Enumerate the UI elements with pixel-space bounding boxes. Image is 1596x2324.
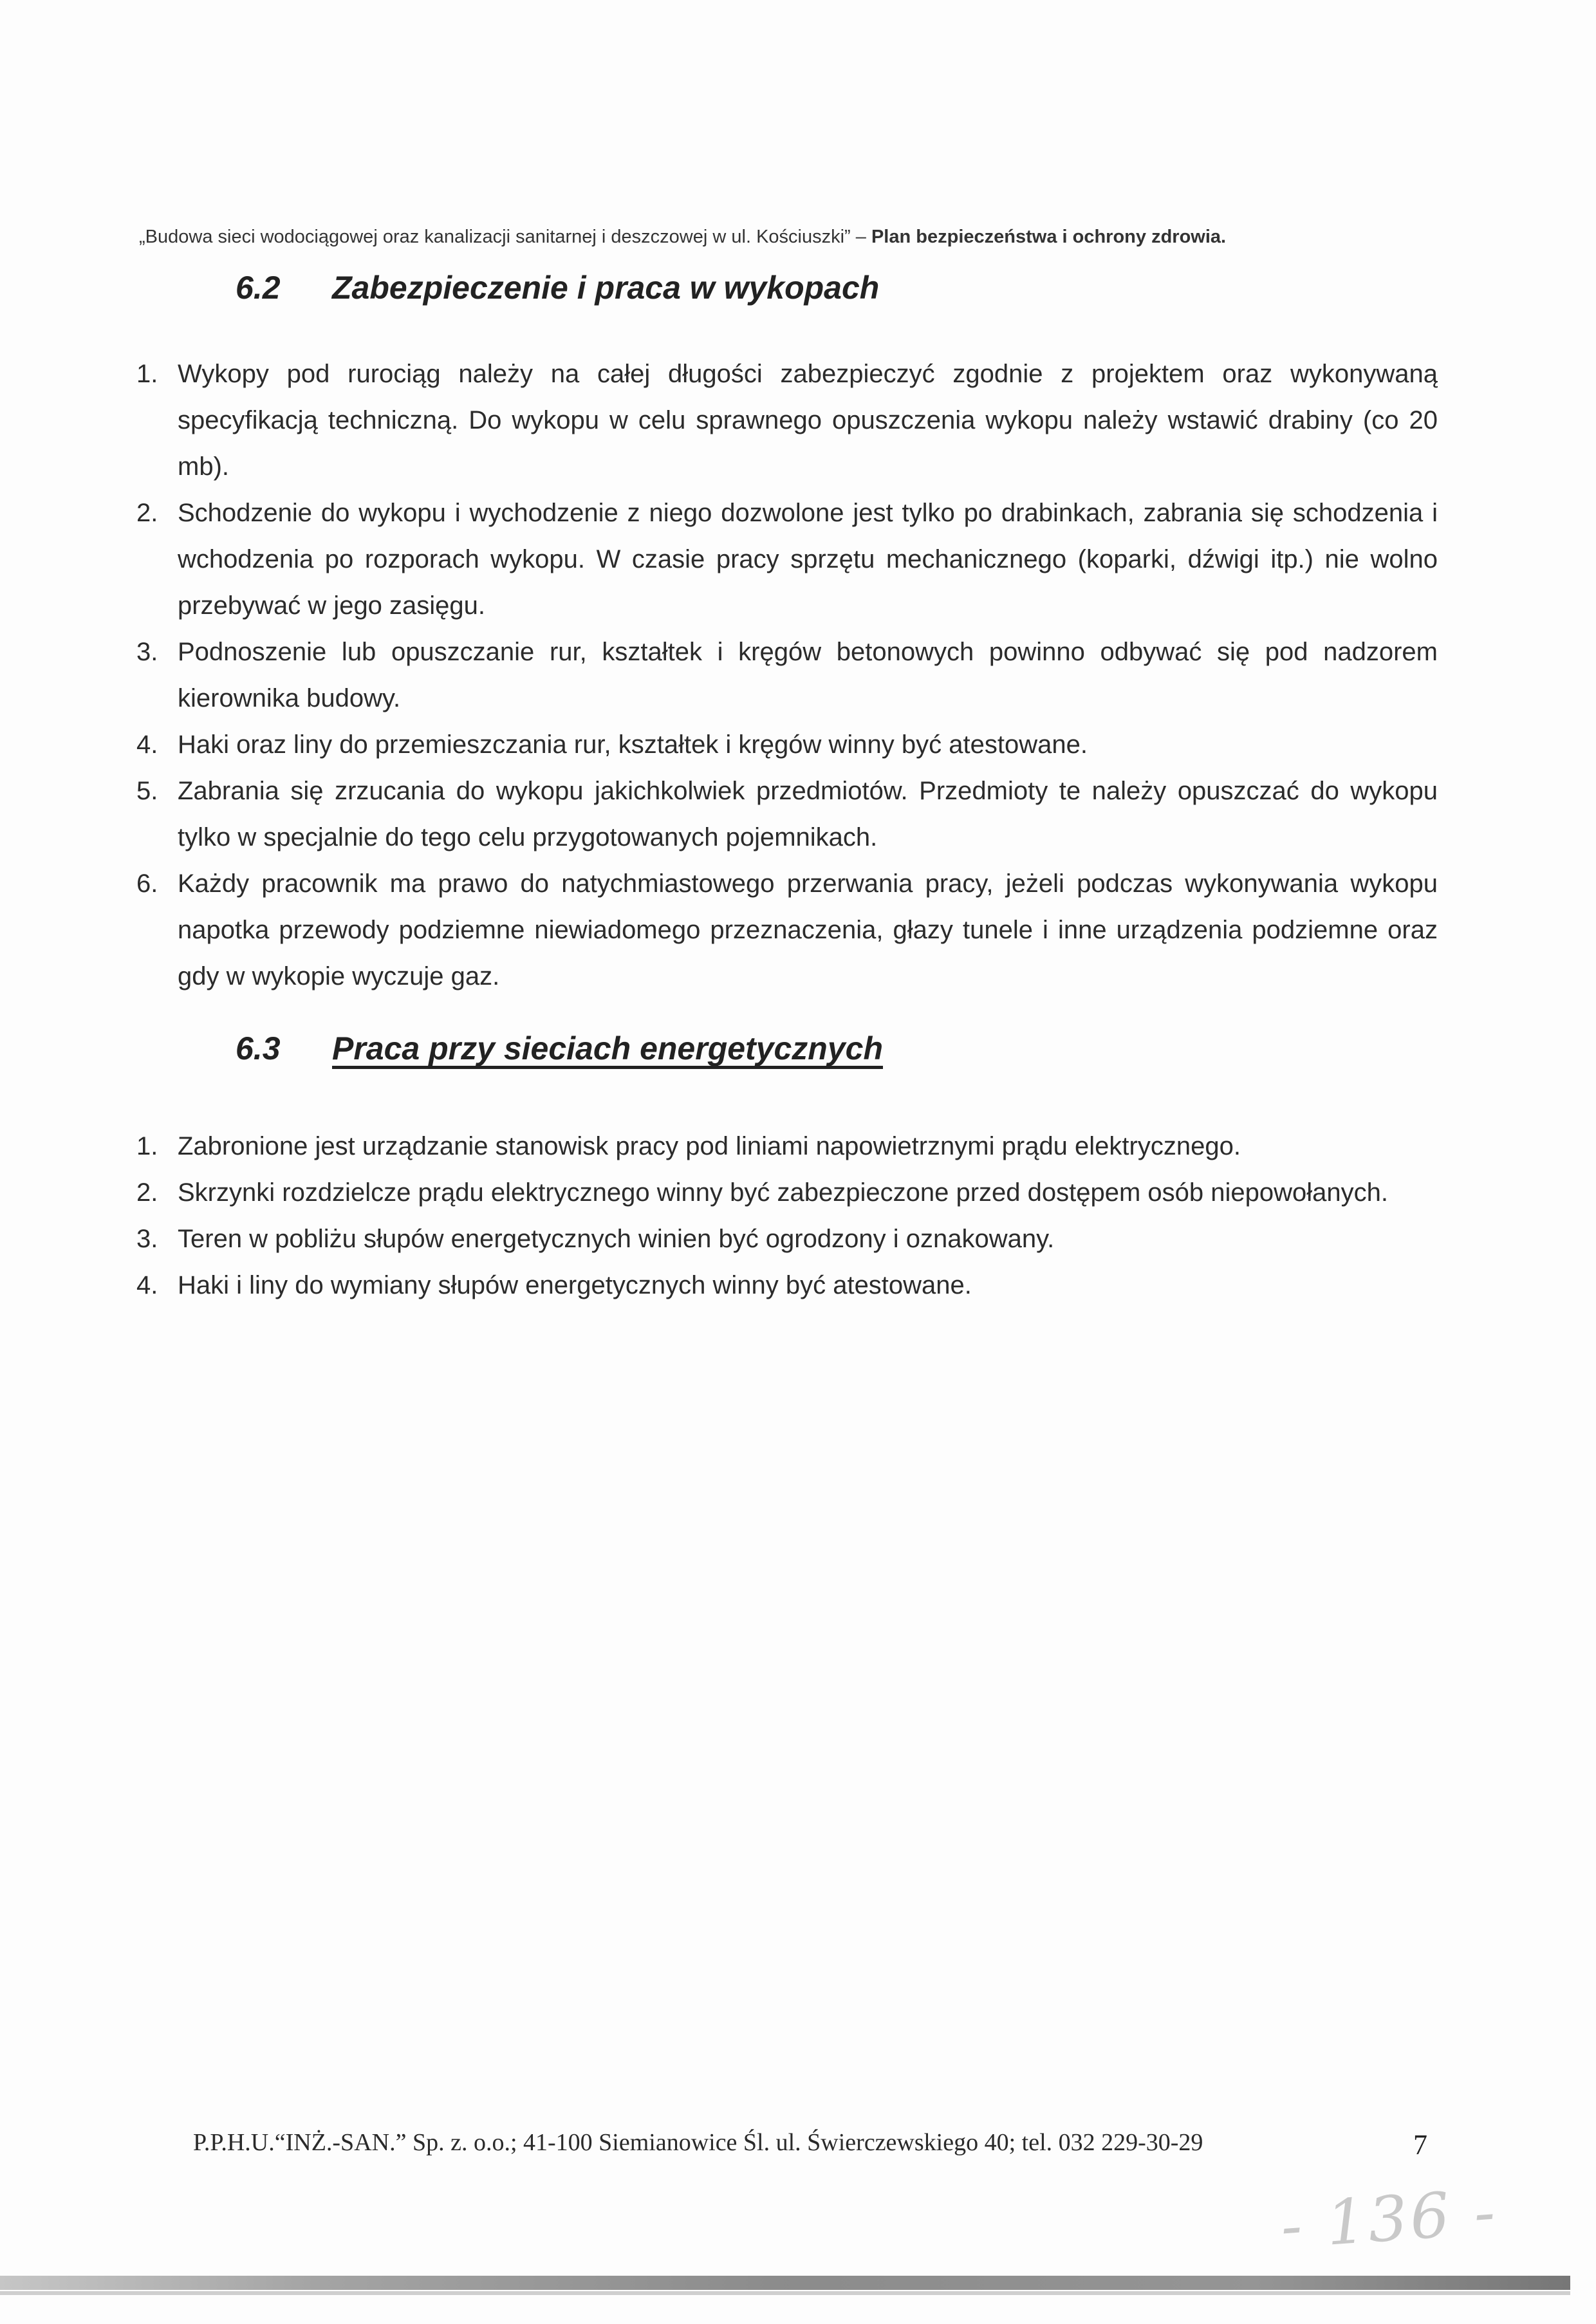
list-item-number: 2. — [136, 1178, 158, 1207]
list-item-text: Podnoszenie lub opuszczanie rur, kształtek i kręgów betonowych powinno odbywać się pod nadzorem kierownika budowy. — [178, 638, 1438, 712]
list-item — [0, 1216, 1596, 1262]
list-item-text: Wykopy pod rurociąg należy na całej długości zabezpieczyć zgodnie z projektem oraz wykonywaną specyfikacją techniczną. Do wykopu w celu sprawnego opuszczenia wykopu należy wstawić drabiny (co 20 mb). — [178, 360, 1438, 481]
list-item-text: Skrzynki rozdzielcze prądu elektrycznego winny być zabezpieczone przed dostępem osób niepowołanych. — [178, 1178, 1389, 1207]
list-item-number: 2. — [136, 499, 158, 527]
list-item-text: Haki i liny do wymiany słupów energetycznych winny być atestowane. — [178, 1271, 972, 1299]
section-6-2-list — [0, 351, 1596, 999]
list-item — [0, 768, 1596, 860]
list-item-text: Zabrania się zrzucania do wykopu jakichkolwiek przedmiotów. Przedmioty te należy opuszczać do wykopu tylko w specjalnie do tego celu przygotowanych pojemnikach. — [178, 777, 1438, 851]
list-item-text: Zabronione jest urządzanie stanowisk pracy pod liniami napowietrznymi prądu elektrycznego. — [178, 1132, 1241, 1160]
list-item — [0, 1123, 1596, 1169]
section-number: 6.2 — [236, 270, 281, 306]
list-item-text: Haki oraz liny do przemieszczania rur, kształtek i kręgów winny być atestowane. — [178, 730, 1088, 759]
list-item — [0, 721, 1596, 768]
list-item-number: 4. — [136, 1271, 158, 1299]
page-number: 7 — [1413, 2129, 1427, 2161]
header-project-title: „Budowa sieci wodociągowej oraz kanalizacji sanitarnej i deszczowej w ul. Kościuszki” – — [139, 227, 866, 247]
list-item — [0, 351, 1596, 490]
list-item — [0, 490, 1596, 629]
running-header — [139, 227, 1226, 248]
list-item-number: 3. — [136, 638, 158, 666]
handwritten-page-note: - 136 - — [1278, 2175, 1500, 2263]
list-item-number: 6. — [136, 869, 158, 898]
scan-edge-artifact — [0, 2276, 1570, 2290]
section-title: Praca przy sieciach energetycznych — [332, 1030, 884, 1066]
list-item-text: Teren w pobliżu słupów energetycznych winien być ogrodzony i oznakowany. — [178, 1225, 1055, 1253]
section-6-3-list — [0, 1123, 1596, 1308]
scan-edge-artifact-lower — [0, 2291, 1570, 2295]
list-item-number: 1. — [136, 1132, 158, 1160]
section-number: 6.3 — [236, 1030, 281, 1066]
list-item-number: 1. — [136, 360, 158, 388]
list-item-number: 5. — [136, 777, 158, 805]
list-item-number: 3. — [136, 1225, 158, 1253]
list-item — [0, 629, 1596, 721]
list-item — [0, 1169, 1596, 1216]
list-item-text: Każdy pracownik ma prawo do natychmiastowego przerwania pracy, jeżeli podczas wykonywania wykopu napotka przewody podziemne niewiadomego przeznaczenia, głazy tunele i inne urządzenia podziemne oraz gdy w wykopie wyczuje gaz. — [178, 869, 1438, 990]
list-item — [0, 1262, 1596, 1308]
header-plan-title: Plan bezpieczeństwa i ochrony zdrowia. — [871, 227, 1227, 247]
list-item-number: 4. — [136, 730, 158, 759]
section-title: Zabezpieczenie i praca w wykopach — [332, 270, 880, 306]
footer-company-info: P.P.H.U.“INŻ.-SAN.” Sp. z. o.o.; 41-100 Siemianowice Śl. ul. Świerczewskiego 40; tel. 032 229-30-29 — [193, 2129, 1203, 2156]
list-item — [0, 860, 1596, 999]
list-item-text: Schodzenie do wykopu i wychodzenie z niego dozwolone jest tylko po drabinkach, zabrania się schodzenia i wchodzenia po rozporach wykopu. W czasie pracy sprzętu mechanicznego (koparki, dźwigi itp.) nie wolno przebywać w jego zasięgu. — [178, 499, 1438, 620]
section-heading-6-3 — [236, 1030, 883, 1067]
section-heading-6-2 — [236, 269, 879, 306]
